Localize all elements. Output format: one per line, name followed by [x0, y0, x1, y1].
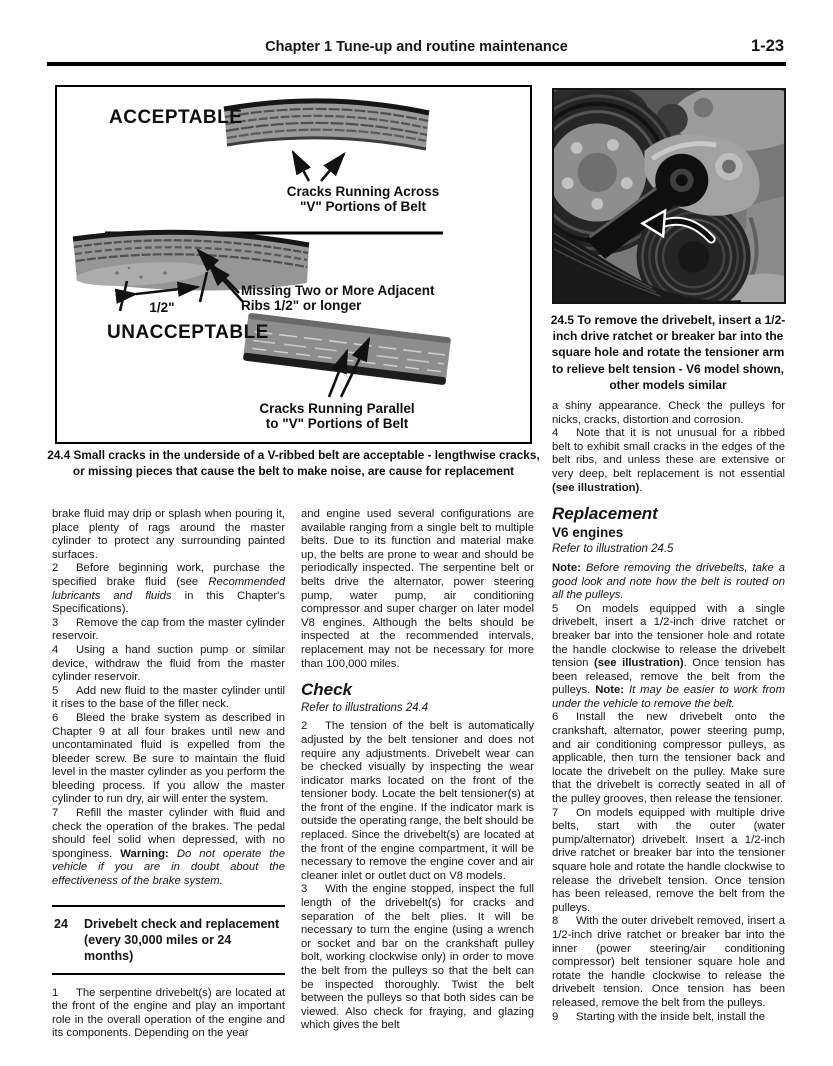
belt-missing-ribs-illustration [73, 232, 309, 290]
label-missing-ribs: Missing Two or More Adjacent Ribs 1/2" or longer [241, 283, 435, 313]
paragraph: 4 Note that it is not unusual for a ribbed belt to exhibit small cracks in the edges of the belt ribs, and unless these are extensive or very deep, belt replacement is not essential (see illustration). [552, 427, 785, 494]
figure-24-4 [55, 85, 532, 444]
step-number: 6 [52, 711, 59, 724]
paragraph: 6 Bleed the brake system as described in Chapter 9 at all four brakes until new and uncontaminated fluid is expelled from the bleeder screw. Be sure to maintain the fluid level in the master cylinder as you perform the bleeding process. If you allow the master cylinder to run dry, air will enter the system. [52, 711, 285, 806]
belt-acceptable-illustration [224, 101, 429, 149]
step-number: 3 [52, 616, 59, 629]
step-number: 4 [52, 643, 59, 656]
label-acceptable: ACCEPTABLE [109, 107, 243, 128]
page-number: 1-23 [750, 37, 784, 55]
label-cracks-across: Cracks Running Across "V" Portions of Belt [286, 184, 440, 214]
text-column-left [52, 508, 285, 1041]
section-heading [52, 905, 285, 975]
paragraph: 3 With the engine stopped, inspect the full length of the drivebelt(s) for cracks and separation of the belt plies. It will be necessary to turn the engine (using a wrench or socket and bar on the crankshaft pulley bolt, working clockwise only) in order to move the belt from the pulleys so that the belt can be inspected thoroughly. Twist the belt between the pulleys so that both sides can be viewed. Also check for fraying, and glazing which gives the belt [301, 883, 534, 1032]
step-number: 5 [552, 602, 559, 615]
tensioner-photo [554, 90, 784, 302]
step-number: 4 [552, 427, 559, 440]
step-number: 7 [52, 807, 59, 820]
step-number: 2 [301, 720, 308, 733]
step-number: 9 [552, 1010, 559, 1023]
label-unacceptable: UNACCEPTABLE [107, 322, 269, 343]
page-title: Chapter 1 Tune-up and routine maintenance [265, 39, 568, 55]
step-number: 8 [552, 915, 559, 928]
paragraph: and engine used several configurations are available ranging from a single belt to multiple belts. Due to its function and material make up, the belts are prone to wear and should be periodically inspected. The serpentine belt or belts drive the alternator, power steering pump, water pump, air conditioning compressor and super charger on later model V8 engines. Although the belts should be inspected at the recommended intervals, replacement may not be necessary for more than 100,000 miles. [301, 508, 534, 670]
paragraph: a shiny appearance. Check the pulleys for nicks, cracks, distortion and corrosion. [552, 400, 785, 426]
figure-24-4-caption: 24.4 Small cracks in the underside of a V-ribbed belt are acceptable - lengthwise cracks, or missing pieces that cause the belt to make noise, are cause for replacement [47, 448, 540, 478]
step-number: 3 [301, 883, 308, 896]
step-number: 5 [52, 684, 59, 697]
subsection-heading: Check [301, 680, 353, 700]
paragraph: 7 Refill the master cylinder with fluid and check the operation of the brakes. The pedal should feel solid when depressed, with no sponginess. Warning: Do not operate the vehicle if you are in doubt about the effectiveness of the brake system. [52, 807, 285, 888]
paragraph: 3 Remove the cap from the master cylinder reservoir. [52, 616, 285, 643]
illustration-reference: Refer to illustration 24.5 [552, 543, 674, 556]
sub-subsection-heading: V6 engines [552, 524, 624, 540]
label-half-inch: 1/2" [149, 300, 175, 315]
paragraph: brake fluid may drip or splash when pouring it, place plenty of rags around the master cylinder to protect any surrounding painted surfaces. [52, 508, 285, 561]
paragraph: 5 Add new fluid to the master cylinder until it rises to the base of the filler neck. [52, 684, 285, 711]
header-rule [47, 62, 786, 66]
paragraph: 2 The tension of the belt is automatically adjusted by the belt tensioner and does not require any adjustments. Drivebelt wear can be checked visually by inspecting the wear indicator marks located on the front of the tensioner body. Locate the belt tensioner(s) at the front of the engine. If the indicator mark is outside the operating range, the belt should be replaced. Since the drivebelt(s) are located at the front of the engine compartment, it will be necessary to remove the engine cover and air cleaner inlet or outlet duct on V8 models. [301, 720, 535, 882]
paragraph: 5 On models equipped with a single drivebelt, insert a 1/2-inch drive ratchet or breaker bar into the tensioner hole and rotate the handle clockwise to release the drivebelt tension (see illustration). Once tension has been released, remove the belt from the pulleys. Note: It may be easier to work from under the vehicle to remove the belt. [552, 602, 785, 710]
section-number: 24 [54, 916, 68, 931]
step-number: 6 [552, 711, 559, 724]
paragraph: 9 Starting with the inside belt, install the [552, 1010, 766, 1023]
paragraph: Note: Before removing the drivebelts, take a good look and note how the belt is routed on all the pulleys. [552, 561, 786, 602]
text-column-middle [301, 508, 534, 1033]
step-number: 2 [52, 562, 59, 575]
paragraph: 2 Before beginning work, purchase the specified brake fluid (see Recommended lubricants and fluids in this Chapter's Specifications). [52, 562, 285, 616]
belt-wear-diagram [57, 87, 530, 442]
paragraph: 1 The serpentine drivebelt(s) are located at the front of the engine and play an important role in the overall operation of the engine and its components. Depending on the year [52, 986, 285, 1040]
step-number: 1 [52, 986, 59, 999]
step-number: 7 [552, 806, 559, 819]
paragraph: 6 Install the new drivebelt onto the crankshaft, alternator, power steering pump, and air conditioning compressor pulleys, as applicable, then turn the tensioner back and locate the drivebelt on the pulley. Make sure that the drivebelt is correctly seated in all of the pulley grooves, then release the tensioner. [552, 711, 785, 806]
text-column-right [552, 400, 785, 1024]
figure-24-5-caption: 24.5 To remove the drivebelt, insert a 1/2-inch drive ratchet or breaker bar into the square hole and rotate the tensioner arm to relieve belt tension - V6 model shown, other models similar [550, 313, 786, 392]
figure-24-5 [552, 88, 786, 304]
arrows-cracks-across [293, 152, 344, 181]
paragraph: 7 On models equipped with multiple drive belts, start with the outer (water pump/alternator) drivebelt. Insert a 1/2-inch drive ratchet or breaker bar into the tensioner square hole and rotate the handle clockwise to release the drivebelt tension. Once tension has been released, remove the belt from the pulleys. [552, 806, 785, 914]
label-cracks-parallel: Cracks Running Parallel to "V" Portions of Belt [259, 401, 415, 431]
paragraph: 8 With the outer drivebelt removed, insert a 1/2-inch drive ratchet or breaker bar into the inner (power steering/air conditioning compressor) belt tensioner square hole and rotate the handle clockwise to release the drivebelt tension. Once tension has been released, remove the belt from the pulleys. [552, 915, 785, 1009]
section-title: Drivebelt check and replacement (every 30,000 miles or 24 months) [84, 916, 280, 963]
illustration-reference: Refer to illustrations 24.4 [301, 701, 429, 714]
paragraph: 4 Using a hand suction pump or similar device, withdraw the fluid from the master cylinder reservoir. [52, 643, 285, 684]
subsection-heading: Replacement [552, 504, 658, 524]
belt-unacceptable-illustration [243, 313, 451, 386]
